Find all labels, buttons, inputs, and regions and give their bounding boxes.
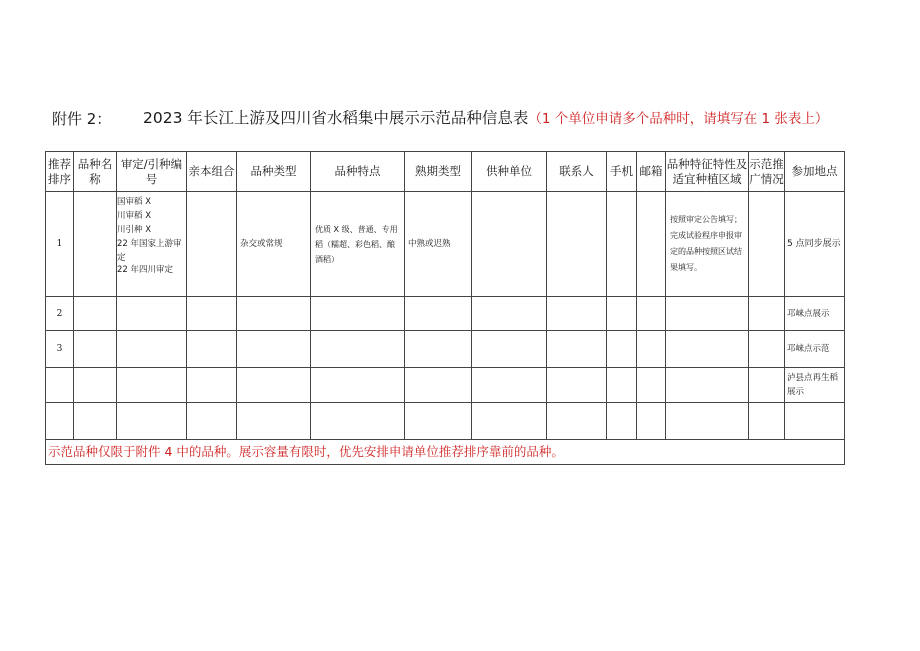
approval-cell: [117, 368, 187, 403]
email-cell: [637, 192, 666, 297]
location-cell: [785, 403, 845, 440]
characteristics-cell: [666, 331, 749, 368]
email-cell: [637, 368, 666, 403]
features-cell: [311, 331, 405, 368]
approval-line: 川引种 X: [117, 225, 152, 235]
type-cell: [237, 331, 311, 368]
phone-cell: [607, 403, 637, 440]
name-cell: [74, 192, 117, 297]
table-row: [46, 331, 845, 368]
characteristics-cell: [666, 403, 749, 440]
type-cell: [237, 403, 311, 440]
location-cell: 5 点同步展示: [785, 192, 845, 297]
variety-info-table: [45, 151, 845, 465]
header-cell: 供种单位: [472, 152, 547, 192]
approval-line: 22 年四川审定: [117, 265, 174, 275]
parents-cell: [187, 297, 237, 331]
approval-line: 22 年国家上游审定: [117, 239, 182, 263]
maturity-cell: [405, 331, 472, 368]
contact-cell: [547, 297, 607, 331]
parents-cell: [187, 403, 237, 440]
email-cell: [637, 331, 666, 368]
header-cell: 手机: [607, 152, 637, 192]
supplier-cell: [472, 192, 547, 297]
header-cell: 推荐排序: [46, 152, 74, 192]
approval-line: 川审稻 X: [117, 211, 152, 221]
table-row: [46, 368, 845, 403]
supplier-cell: [472, 403, 547, 440]
header-cell: 参加地点: [785, 152, 845, 192]
approval-line: 国审稻 X: [117, 197, 152, 207]
promotion-cell: [749, 331, 785, 368]
contact-cell: [547, 331, 607, 368]
promotion-cell: [749, 192, 785, 297]
contact-cell: [547, 192, 607, 297]
rank-cell: 3: [46, 331, 74, 368]
maturity-cell: [405, 368, 472, 403]
contact-cell: [547, 368, 607, 403]
table-row: [46, 403, 845, 440]
footer-row: [46, 440, 845, 465]
title-main: [143, 106, 828, 128]
parents-cell: [187, 331, 237, 368]
name-cell: [74, 403, 117, 440]
maturity-cell: [405, 403, 472, 440]
phone-cell: [607, 368, 637, 403]
features-cell: [311, 368, 405, 403]
features-cell: 优质 X 级、普通、专用稻（糯超、彩色稻、酿酒稻）: [311, 192, 405, 297]
approval-cell: [117, 297, 187, 331]
footer-note: 示范品种仅限于附件 4 中的品种。展示容量有限时，优先安排申请单位推荐排序靠前的品种。: [46, 440, 845, 465]
document-title: [52, 106, 912, 130]
promotion-cell: [749, 403, 785, 440]
parents-cell: [187, 192, 237, 297]
supplier-cell: [472, 331, 547, 368]
header-cell: 品种特点: [311, 152, 405, 192]
header-cell: 审定/引种编号: [117, 152, 187, 192]
supplier-cell: [472, 297, 547, 331]
name-cell: [74, 297, 117, 331]
email-cell: [637, 403, 666, 440]
features-cell: [311, 297, 405, 331]
rank-cell: 1: [46, 192, 74, 297]
header-row: [46, 152, 845, 192]
header-cell: 品种名称: [74, 152, 117, 192]
header-cell: 品种类型: [237, 152, 311, 192]
header-cell: 品种特征特性及适宜种植区域: [666, 152, 749, 192]
email-cell: [637, 297, 666, 331]
maturity-cell: [405, 297, 472, 331]
promotion-cell: [749, 368, 785, 403]
rank-cell: 2: [46, 297, 74, 331]
header-cell: 亲本组合: [187, 152, 237, 192]
rank-cell: [46, 368, 74, 403]
location-cell: 泸县点再生稻展示: [785, 368, 845, 403]
attachment-label: 附件 2：: [52, 110, 112, 128]
maturity-cell: 中熟或迟熟: [405, 192, 472, 297]
type-cell: 杂交或常规: [237, 192, 311, 297]
features-cell: [311, 403, 405, 440]
type-cell: [237, 368, 311, 403]
characteristics-cell: [666, 297, 749, 331]
approval-cell: [117, 192, 187, 297]
characteristics-cell: [666, 368, 749, 403]
header-cell: 示范推广情况: [749, 152, 785, 192]
header-cell: 联系人: [547, 152, 607, 192]
contact-cell: [547, 403, 607, 440]
phone-cell: [607, 331, 637, 368]
phone-cell: [607, 297, 637, 331]
title-note: （1 个单位申请多个品种时，请填写在 1 张表上）: [528, 111, 829, 127]
phone-cell: [607, 192, 637, 297]
supplier-cell: [472, 368, 547, 403]
header-cell: 熟期类型: [405, 152, 472, 192]
parents-cell: [187, 368, 237, 403]
location-cell: 邛崃点示范: [785, 331, 845, 368]
table-row: [46, 192, 845, 297]
approval-cell: [117, 403, 187, 440]
name-cell: [74, 368, 117, 403]
title-text: 2023 年长江上游及四川省水稻集中展示示范品种信息表: [143, 109, 529, 127]
approval-cell: [117, 331, 187, 368]
header-cell: 邮箱: [637, 152, 666, 192]
promotion-cell: [749, 297, 785, 331]
type-cell: [237, 297, 311, 331]
name-cell: [74, 331, 117, 368]
location-cell: 邛崃点展示: [785, 297, 845, 331]
rank-cell: [46, 403, 74, 440]
table-row: [46, 297, 845, 331]
characteristics-cell: 按照审定公告填写；完成试验程序申报审定的品种按照区试结果填写。: [666, 192, 749, 297]
